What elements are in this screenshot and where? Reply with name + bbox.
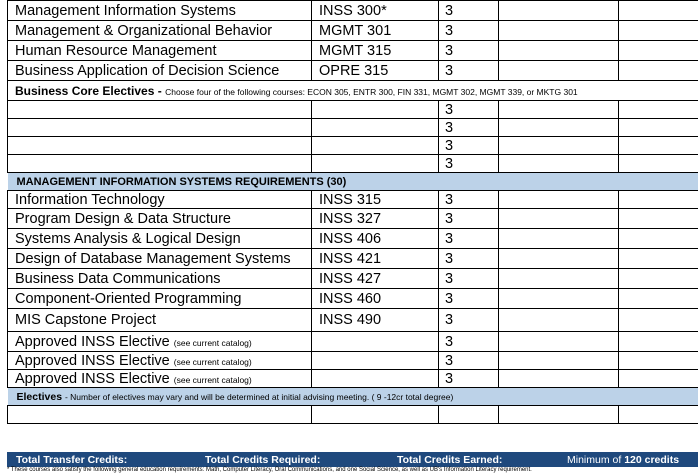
core-electives-title: Business Core Electives - (15, 83, 162, 98)
empty-cell (619, 406, 698, 424)
course-credits: 3 (439, 370, 499, 388)
course-credits: 3 (439, 209, 499, 229)
course-credits: 3 (439, 1, 499, 21)
mis-requirements-title: MANAGEMENT INFORMATION SYSTEMS REQUIREMENTS (30) (8, 173, 698, 191)
empty-cell (499, 209, 619, 229)
course-name: Human Resource Management (8, 41, 312, 61)
course-name: Program Design & Data Structure (8, 209, 312, 229)
empty-cell (8, 137, 312, 155)
empty-cell (499, 332, 619, 352)
course-code: INSS 300* (312, 1, 439, 21)
course-code: INSS 490 (312, 309, 439, 332)
core-electives-label (8, 81, 698, 101)
course-row (8, 191, 698, 209)
total-required-label: Total Credits Required: (205, 454, 321, 466)
empty-cell (619, 1, 698, 21)
elective-slot-row (8, 155, 698, 173)
empty-cell (312, 155, 439, 173)
empty-cell (312, 406, 439, 424)
course-code: MGMT 315 (312, 41, 439, 61)
course-name: Management Information Systems (8, 1, 312, 21)
elective-slot-row (8, 119, 698, 137)
course-credits: 3 (439, 191, 499, 209)
empty-cell (8, 101, 312, 119)
course-row (8, 249, 698, 269)
course-row (8, 21, 698, 41)
empty-cell (619, 289, 698, 309)
course-credits: 3 (439, 41, 499, 61)
elective-name: Approved INSS Elective (15, 333, 170, 350)
course-credits: 3 (439, 309, 499, 332)
electives-title: Electives (16, 390, 63, 403)
electives-note: - Number of electives may vary and will be determined at initial advising meeting. ( 9 -12cr total degree) (64, 391, 454, 402)
empty-cell (499, 229, 619, 249)
elective-slot-row (8, 406, 698, 424)
empty-cell (619, 61, 698, 81)
course-name: Systems Analysis & Logical Design (8, 229, 312, 249)
course-code: INSS 406 (312, 229, 439, 249)
course-name: Information Technology (8, 191, 312, 209)
approved-elective-row (8, 370, 698, 388)
course-row (8, 1, 698, 21)
course-credits: 3 (439, 119, 499, 137)
empty-cell (619, 309, 698, 332)
course-code: INSS 460 (312, 289, 439, 309)
approved-elective-row (8, 332, 698, 352)
empty-cell (312, 119, 439, 137)
empty-cell (619, 191, 698, 209)
course-credits: 3 (439, 332, 499, 352)
empty-cell (312, 370, 439, 388)
course-credits: 3 (439, 137, 499, 155)
course-name: Business Data Communications (8, 269, 312, 289)
empty-cell (312, 137, 439, 155)
empty-cell (619, 21, 698, 41)
elective-slot-row (8, 101, 698, 119)
course-row (8, 229, 698, 249)
empty-cell (619, 249, 698, 269)
empty-cell (619, 101, 698, 119)
elective-note: (see current catalog) (173, 337, 252, 348)
course-row (8, 289, 698, 309)
empty-cell (499, 309, 619, 332)
empty-cell (619, 332, 698, 352)
empty-cell (312, 101, 439, 119)
course-credits: 3 (439, 249, 499, 269)
empty-cell (8, 406, 312, 424)
course-name (8, 370, 312, 388)
empty-cell (619, 155, 698, 173)
course-row (8, 61, 698, 81)
course-credits: 3 (439, 352, 499, 370)
empty-cell (619, 209, 698, 229)
empty-cell (499, 119, 619, 137)
empty-cell (619, 119, 698, 137)
elective-slot-row (8, 137, 698, 155)
empty-cell (312, 332, 439, 352)
course-code: INSS 327 (312, 209, 439, 229)
course-credits: 3 (439, 61, 499, 81)
empty-cell (439, 406, 499, 424)
empty-cell (499, 155, 619, 173)
minimum-prefix: Minimum of (567, 454, 625, 466)
elective-note: (see current catalog) (173, 374, 252, 385)
elective-name: Approved INSS Elective (15, 370, 170, 387)
empty-cell (619, 137, 698, 155)
course-row (8, 269, 698, 289)
empty-cell (619, 269, 698, 289)
core-electives-header (8, 81, 698, 101)
empty-cell (499, 289, 619, 309)
empty-cell (499, 191, 619, 209)
approved-elective-row (8, 352, 698, 370)
empty-cell (499, 406, 619, 424)
course-credits: 3 (439, 289, 499, 309)
empty-cell (499, 41, 619, 61)
empty-cell (619, 229, 698, 249)
course-code: INSS 427 (312, 269, 439, 289)
empty-cell (499, 61, 619, 81)
course-code: INSS 315 (312, 191, 439, 209)
course-name (8, 352, 312, 370)
course-name: Business Application of Decision Science (8, 61, 312, 81)
empty-cell (8, 119, 312, 137)
empty-cell (619, 370, 698, 388)
empty-cell (499, 21, 619, 41)
empty-cell (499, 101, 619, 119)
mis-requirements-header (8, 173, 698, 191)
empty-cell (499, 352, 619, 370)
course-name: Component-Oriented Programming (8, 289, 312, 309)
course-code: INSS 421 (312, 249, 439, 269)
minimum-value: 120 credits (624, 454, 680, 466)
course-row (8, 209, 698, 229)
empty-cell (499, 269, 619, 289)
total-earned-label: Total Credits Earned: (397, 454, 503, 466)
total-transfer-label: Total Transfer Credits: (16, 454, 128, 466)
course-name: Design of Database Management Systems (8, 249, 312, 269)
minimum-credits-label (567, 454, 679, 468)
course-row (8, 309, 698, 332)
electives-header (8, 388, 698, 406)
course-row (8, 41, 698, 61)
course-name (8, 332, 312, 352)
course-code: MGMT 301 (312, 21, 439, 41)
course-code: OPRE 315 (312, 61, 439, 81)
course-credits: 3 (439, 21, 499, 41)
course-table (7, 0, 698, 424)
empty-cell (499, 1, 619, 21)
elective-note: (see current catalog) (173, 356, 252, 367)
empty-cell (8, 155, 312, 173)
course-credits: 3 (439, 155, 499, 173)
empty-cell (312, 352, 439, 370)
empty-cell (499, 370, 619, 388)
electives-label (8, 388, 698, 406)
course-credits: 3 (439, 101, 499, 119)
course-credits: 3 (439, 269, 499, 289)
footnote: * These courses also satisfy the following general education requirements: Math, Computer Literacy, Oral Communications, and one Social Science, as well as UB's Information Literacy requirement. (7, 467, 532, 473)
empty-cell (499, 249, 619, 269)
course-name: MIS Capstone Project (8, 309, 312, 332)
course-credits: 3 (439, 229, 499, 249)
elective-name: Approved INSS Elective (15, 352, 170, 369)
empty-cell (619, 41, 698, 61)
core-electives-note: Choose four of the following courses: ECON 305, ENTR 300, FIN 331, MGMT 302, MGMT 339, or MKTG 301 (165, 86, 578, 97)
empty-cell (499, 137, 619, 155)
empty-cell (619, 352, 698, 370)
course-name: Management & Organizational Behavior (8, 21, 312, 41)
